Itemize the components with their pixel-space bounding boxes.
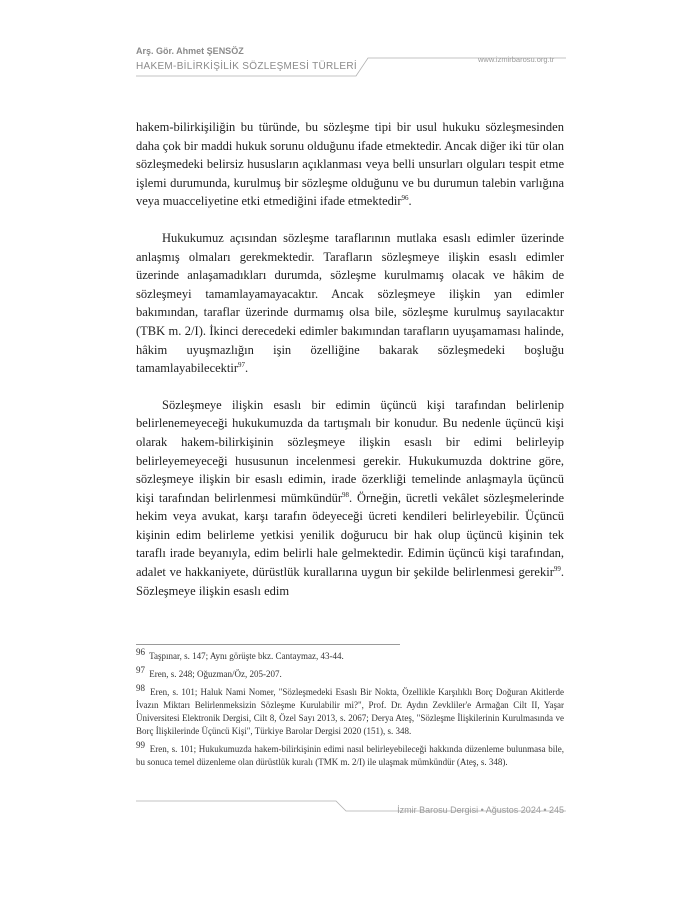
footnote-ref-96[interactable]: 96 [401,194,409,203]
paragraph-3-text-a: Sözleşmeye ilişkin esaslı bir edimin üçüncü kişi tarafından belirlenip belirlenemeyeceği hukukumuzda da tartışmalı bir konudur. Bu nedenle üçüncü kişi olarak hakem-bilirkişinin sözleşmeye ilişkin esaslı bir edimi belirleyip belirleyemeyeceği hususunun incelenmesi gerekir. Hukukumuzda doktrine göre, sözleşmeye ilişkin bir esaslı edimin, irade özerkliği temelinde anlaşmayla üçüncü kişi tarafından belirlenmesi mümkündür [136,397,564,505]
footnote-ref-97[interactable]: 97 [238,360,246,369]
header-url[interactable]: www.izmirbarosu.org.tr [478,55,555,64]
paragraph-2-end: . [245,361,249,376]
footnote-number: 96 [136,647,145,657]
footnote-text: Taşpınar, s. 147; Aynı görüşte bkz. Cantaymaz, 43-44. [149,651,344,661]
header-title: HAKEM-BİLİRKİŞİLİK SÖZLEŞMESİ TÜRLERİ [136,61,357,72]
main-text [136,118,564,600]
footnote-99 [136,740,565,769]
header-author: Arş. Gör. Ahmet ŞENSÖZ [136,46,244,56]
footnote-number: 97 [136,665,145,675]
footnote-ref-98[interactable]: 98 [342,490,350,499]
footnote-ref-99[interactable]: 99 [553,564,561,573]
footnote-98 [136,683,564,738]
paragraph-3-text-c: . Sözleşmeye ilişkin esaslı edim [136,565,564,598]
footer-journal-info: İzmir Barosu Dergisi • Ağustos 2024 • 245 [397,805,564,815]
footnote-97 [136,665,564,681]
footnote-divider [136,644,400,645]
paragraph-2-text: Hukukumuz açısından sözleşme taraflarının mutlaka esaslı edimler üzerinde anlaşmış olmaları gerekmektedir. Tarafların sözleşmeye ilişkin esaslı edimler üzerinde anlaşamadıkları durumda, sözleşme kurulmamış olacak ve hâkim de sözleşmeyi tamamlayamayacaktır. Ancak sözleşmeye ilişkin yan edimler bakımından, taraflar üzerinde durmamış olsa bile, sözleşme kurulmuş sayılacaktır (TBK m. 2/I). İkinci derecedeki edimler bakımından tarafların uyuşamaması halinde, hâkim uyuşmazlığın işin özelliğine bakarak sözleşmedeki boşluğu tamamlayabilecektir [136,230,564,376]
paragraph-1-end: . [408,194,412,209]
paragraph-3-text-b: . Örneğin, ücretli vekâlet sözleşmelerinde hekim veya avukat, karşı tarafın ödeyeceği ücreti kendileri belirleyebilir. Üçüncü kişinin edim belirleme yetkisi yenilik doğurucu bir hak olup üçüncü kişinin tek taraflı irade beyanıyla, edim belirli hale gelmektedir. Edimin üçüncü kişi tarafından, adalet ve hakkaniyete, dürüstlük kurallarına uygun bir şekilde belirlenmesi gerekir [136,490,564,580]
footnote-96 [136,647,564,663]
paragraph-1-text: hakem-bilirkişiliğin bu türünde, bu sözleşme tipi bir usul hukuku sözleşmesinden daha çok bir maddi hukuk sorunu olduğunu ifade etmektedir. Ancak diğer iki tür olan sözleşmedeki belirsiz hususların açıklanması veya belli unsurları olguları tespit etme işlemi durumunda, kurulmuş bir sözleşme olduğunu ve bu durumun talebin varlığına veya muacceliyetine etki etmediğini ifade etmektedir [136,120,564,209]
paragraph-2 [136,229,564,378]
paragraph-3 [136,396,564,601]
footnote-text: Eren, s. 101; Hukukumuzda hakem-bilirkişinin edimi nasıl belirleyebileceği hakkında düzenleme bulunmasa bile, bu sonuca temel düzenleme olan dürüstlük kuralı (TMK m. 2/I) ile ulaşmak mümkündür (Ateş, s. 348). [136,744,565,767]
footnote-text: Eren, s. 248; Oğuzman/Öz, 205-207. [149,669,282,679]
footnote-number: 98 [136,683,145,693]
footnote-text: Eren, s. 101; Haluk Nami Nomer, "Sözleşmedeki Esaslı Bir Nokta, Özellikle Karşılıklı Borç Doğuran Akitlerde İvazın Miktarı Belirlenmeksizin Sözleşme Kurulabilir mi?", Prof. Dr. Aydın Zevkliler'e Armağan Cilt II, Yaşar Üniversitesi Elektronik Dergisi, Cilt 8, Özel Sayı 2013, s. 2067; Derya Ateş, "Sözleşme İlişkilerinin Kurulmasında ve Borç İlişkilerinde Üçüncü Kişi", Türkiye Barolar Dergisi 2020 (151), s. 348. [136,687,564,736]
footnotes [136,647,565,774]
footnote-number: 99 [136,740,145,750]
paragraph-1 [136,118,564,211]
